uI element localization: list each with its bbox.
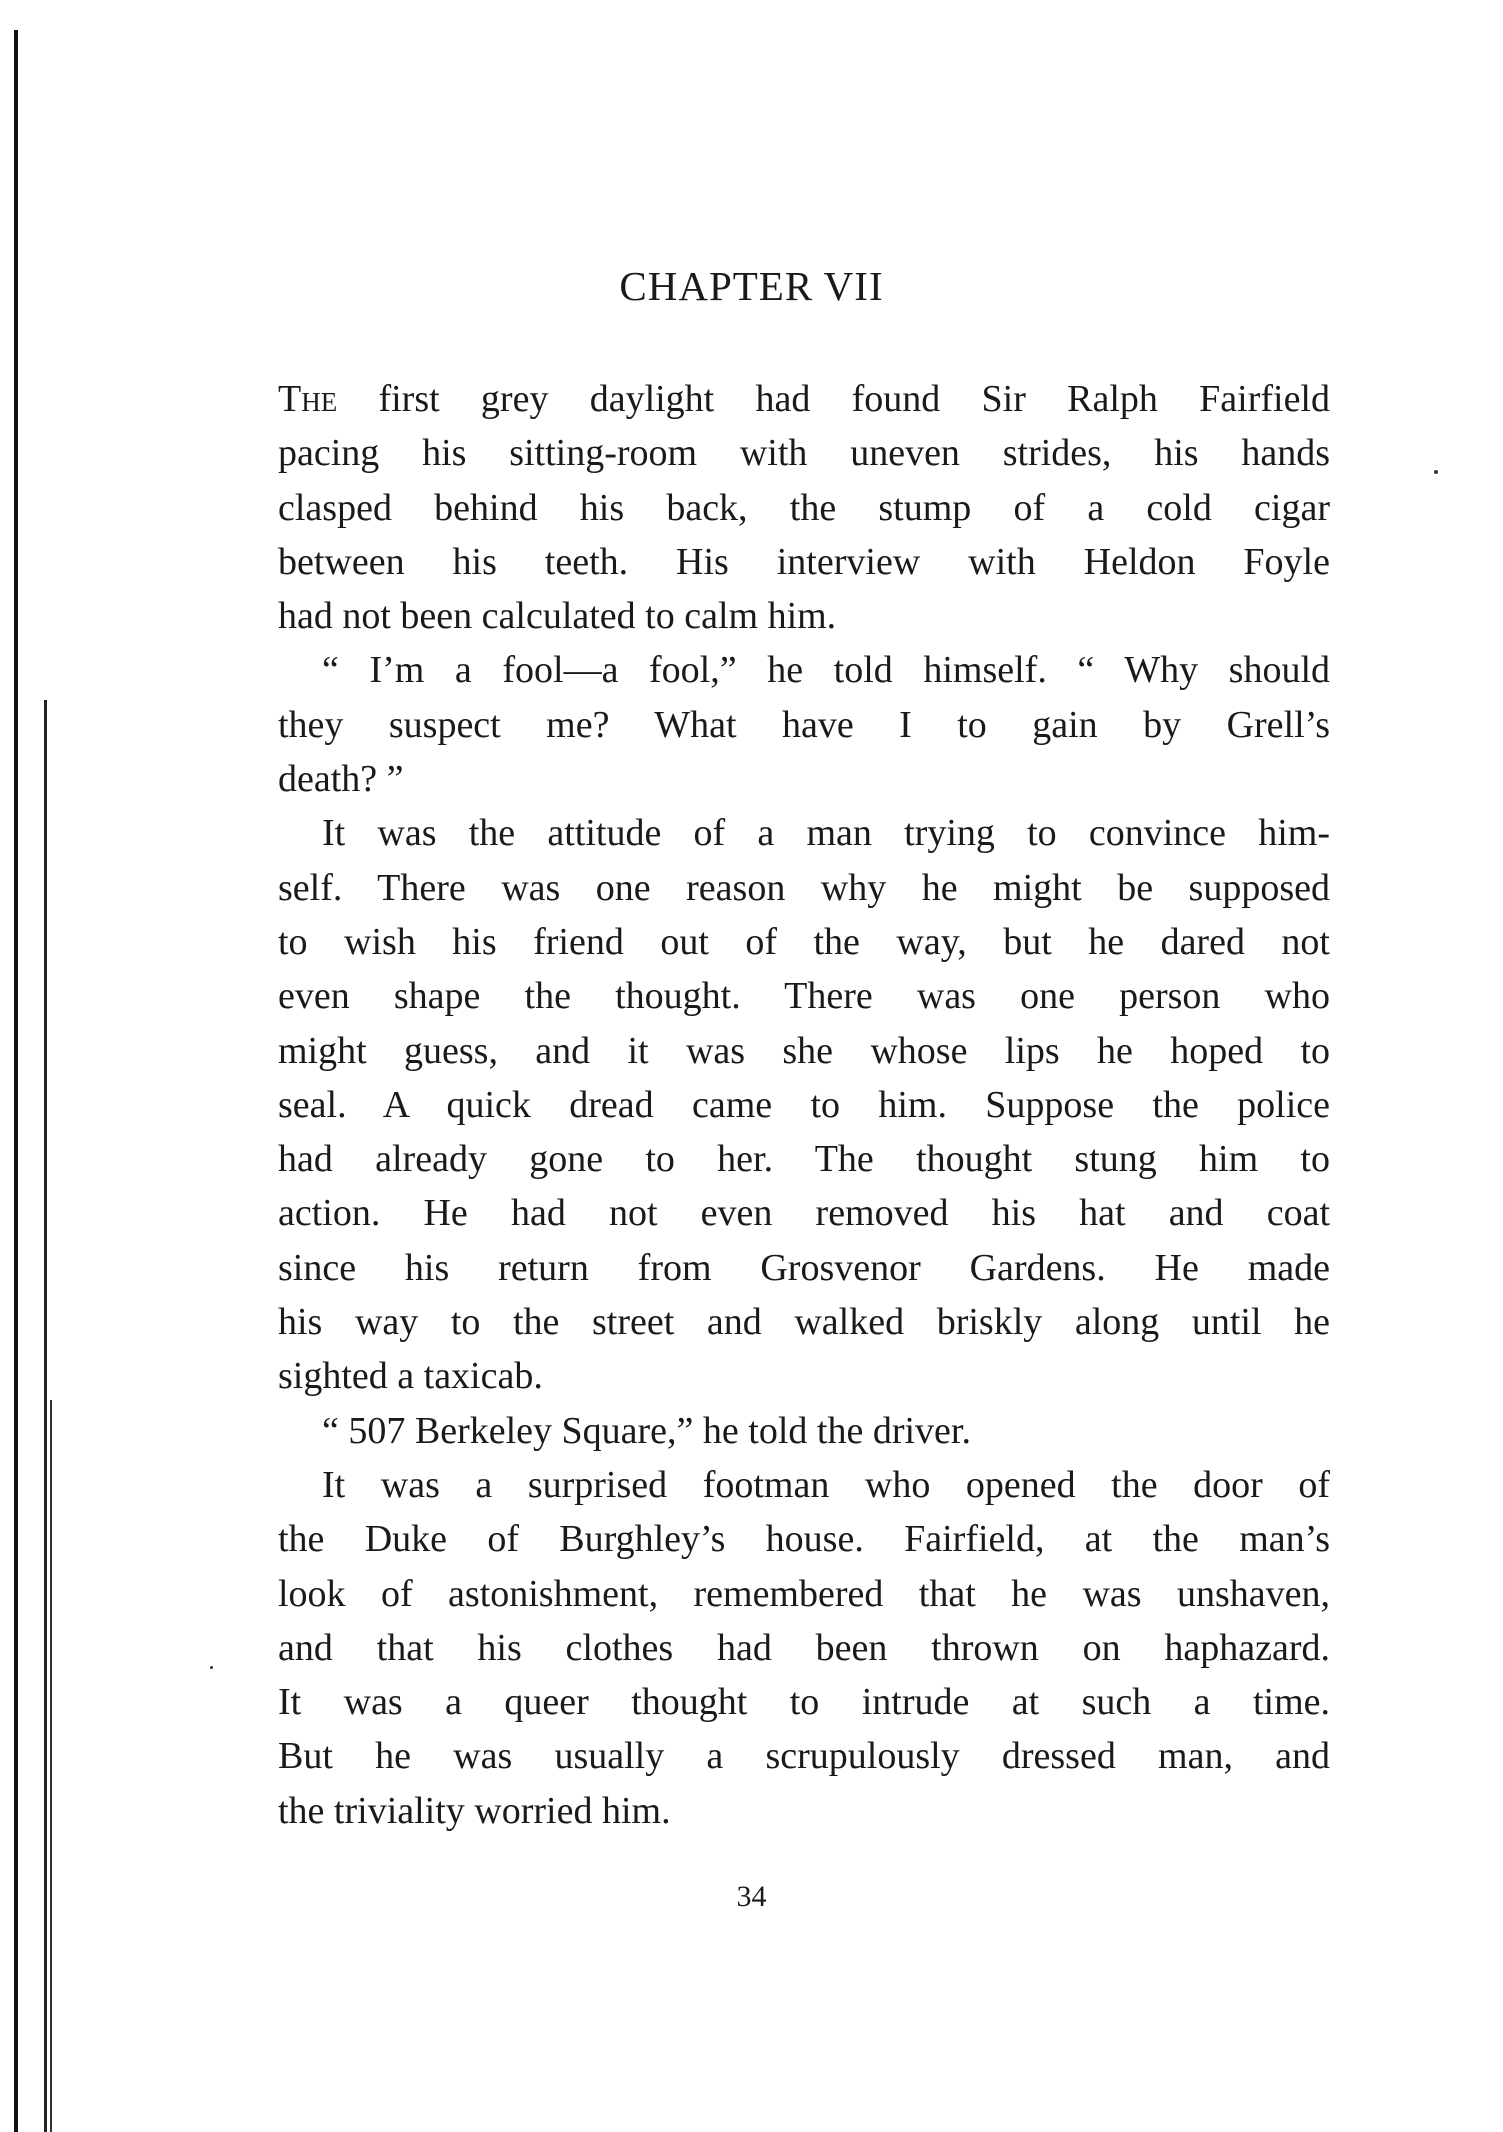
text-line: It was a queer thought to intrude at such a time.: [278, 1681, 1330, 1724]
text-line: clasped behind his back, the stump of a cold cigar: [278, 486, 1330, 529]
text-line: action. He had not even removed his hat and coat: [278, 1192, 1330, 1235]
text-line: The first grey daylight had found Sir Ralph Fairfield: [278, 378, 1330, 420]
text-line: pacing his sitting-room with uneven strides, his hands: [278, 432, 1330, 475]
text-line: look of astonishment, remembered that he was unshaven,: [278, 1572, 1330, 1615]
text-line: It was the attitude of a man trying to convince him-: [322, 812, 1330, 855]
paragraph: [278, 1404, 1330, 1458]
text-line: even shape the thought. There was one person who: [278, 975, 1330, 1018]
text-line: had already gone to her. The thought stung him to: [278, 1138, 1330, 1181]
text-line: “ 507 Berkeley Square,” he told the driver.: [322, 1409, 971, 1452]
text-line: his way to the street and walked briskly along until he: [278, 1301, 1330, 1344]
text-line: had not been calculated to calm him.: [278, 595, 837, 638]
paragraph: [278, 1458, 1330, 1838]
text-line: might guess, and it was she whose lips he hoped to: [278, 1029, 1330, 1072]
scan-speck: [210, 1666, 213, 1669]
text-line: But he was usually a scrupulously dressed man, and: [278, 1735, 1330, 1778]
page-binding-shadow: [44, 700, 47, 2132]
paragraph: [278, 643, 1330, 806]
text-line: and that his clothes had been thrown on haphazard.: [278, 1626, 1330, 1669]
text-line: death? ”: [278, 758, 404, 801]
text-line: sighted a taxicab.: [278, 1355, 543, 1398]
chapter-title: CHAPTER VII: [619, 263, 884, 309]
page-binding-shadow-inner: [50, 1400, 52, 2132]
page-number: 34: [736, 1880, 767, 1913]
body-text: [278, 372, 1330, 1838]
text-line: they suspect me? What have I to gain by Grell’s: [278, 703, 1330, 746]
text-line: the triviality worried him.: [278, 1789, 671, 1832]
paragraph: [278, 372, 1330, 643]
text-line: It was a surprised footman who opened the door of: [322, 1463, 1330, 1506]
text-line: “ I’m a fool—a fool,” he told himself. “ Why should: [322, 649, 1330, 692]
drop-word: The: [278, 378, 338, 420]
text-line: self. There was one reason why he might be supposed: [278, 866, 1330, 909]
text-line: to wish his friend out of the way, but he dared not: [278, 920, 1330, 963]
text-line: between his teeth. His interview with Heldon Foyle: [278, 540, 1330, 583]
text-line: seal. A quick dread came to him. Suppose the police: [278, 1083, 1330, 1126]
paragraph: [278, 806, 1330, 1403]
text-line: since his return from Grosvenor Gardens. He made: [278, 1246, 1330, 1289]
page-binding-edge: [14, 30, 18, 2132]
text-line: the Duke of Burghley’s house. Fairfield, at the man’s: [278, 1518, 1330, 1561]
scan-speck: [1434, 470, 1438, 474]
